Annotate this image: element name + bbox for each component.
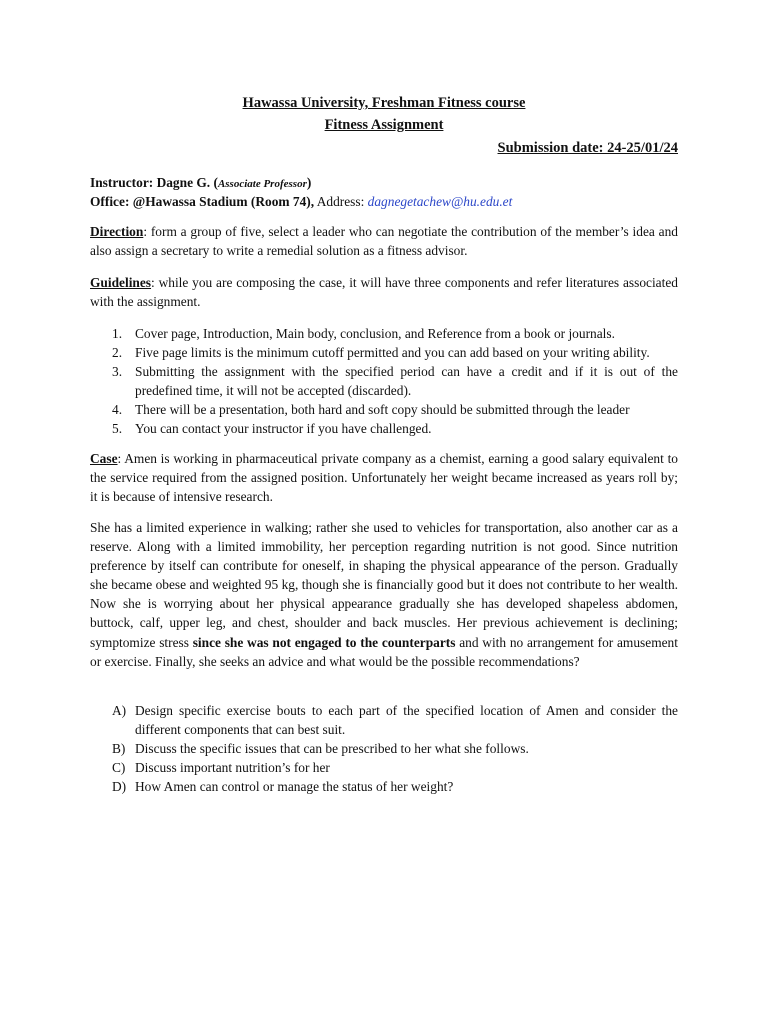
instructor-label: Instructor: Dagne G. ( xyxy=(90,175,218,190)
direction-paragraph xyxy=(90,222,678,260)
office-label: Office: @Hawassa Stadium (Room 74), xyxy=(90,194,315,209)
guidelines-list xyxy=(90,324,678,439)
direction-text: : form a group of five, select a leader who can negotiate the contribution of the member’s idea and also assign a secretary to write a remedial solution as a fitness advisor. xyxy=(90,224,678,259)
email-link[interactable]: dagnegetachew@hu.edu.et xyxy=(367,194,513,209)
list-item: 5. You can contact your instructor if you have challenged. xyxy=(112,421,432,437)
submission-date: Submission date: 24-25/01/24 xyxy=(497,140,678,156)
list-item: 1. Cover page, Introduction, Main body, conclusion, and Reference from a book or journals. xyxy=(112,326,615,341)
list-item: 4. There will be a presentation, both hard and soft copy should be submitted through the leader xyxy=(112,402,630,418)
list-item: 2. Five page limits is the minimum cutoff permitted and you can add based on your writing ability. xyxy=(112,345,650,361)
instructor-line xyxy=(90,173,678,194)
instructor-role: Associate Professor xyxy=(217,178,307,190)
case-details-bold: since she was not engaged to the counterparts xyxy=(192,634,456,650)
list-item: B) Discuss the specific issues that can be prescribed to her what she follows. xyxy=(112,741,529,757)
case-details-paragraph xyxy=(90,518,678,671)
document-title: Hawassa University, Freshman Fitness course xyxy=(242,95,526,111)
instructor-close: ) xyxy=(306,175,312,190)
case-text: : Amen is working in pharmaceutical private company as a chemist, earning a good salary equivalent to the service required from the assigned position. Unfortunately her weight became increased as years roll by; it is because of intensive research. xyxy=(90,451,678,505)
case-label: Case xyxy=(90,451,118,466)
guidelines-paragraph xyxy=(90,273,678,311)
list-item: 3. Submitting the assignment with the specified period can have a credit and if it is out of the predefined time, it will not be accepted (discarded). xyxy=(112,364,678,399)
case-paragraph xyxy=(90,449,678,506)
questions-list xyxy=(90,701,678,796)
direction-label: Direction xyxy=(90,224,144,239)
list-item: C) Discuss important nutrition’s for her xyxy=(112,760,330,776)
guidelines-label: Guidelines xyxy=(90,275,152,290)
case-details-text-b: and with no arrangement for amusement or exercise. Finally, she seeks an advice and what would be the possible recommendations? xyxy=(90,634,678,669)
assignment-title: Fitness Assignment xyxy=(324,117,444,133)
office-line xyxy=(90,192,678,211)
guidelines-text: : while you are composing the case, it will have three components and refer literatures associated with the assignment. xyxy=(90,275,678,310)
case-details-text-a: She has a limited experience in walking; rather she used to vehicles for transportation, also another car as a reserve. Along with a limited immobility, her perception regarding nutrition is not good. Since nutrition preference by itself can contribute for oneself, in shaping the physical appearance of the person. Gradually she became obese and weighted 95 kg, though she is financially good but it does not contribute to her wealth. Now she is worrying about her physical appearance gradually she has developed shapeless abdomen, buttock, calf, upper leg, and chest, shoulder and back muscles. Her previous achievement is declining; symptomize stress xyxy=(90,520,678,650)
list-item: A) Design specific exercise bouts to each part of the specified location of Amen and consider the different components that can best suit. xyxy=(112,703,678,738)
list-item: D) How Amen can control or manage the status of her weight? xyxy=(112,779,454,795)
address-label: Address: xyxy=(314,194,368,209)
